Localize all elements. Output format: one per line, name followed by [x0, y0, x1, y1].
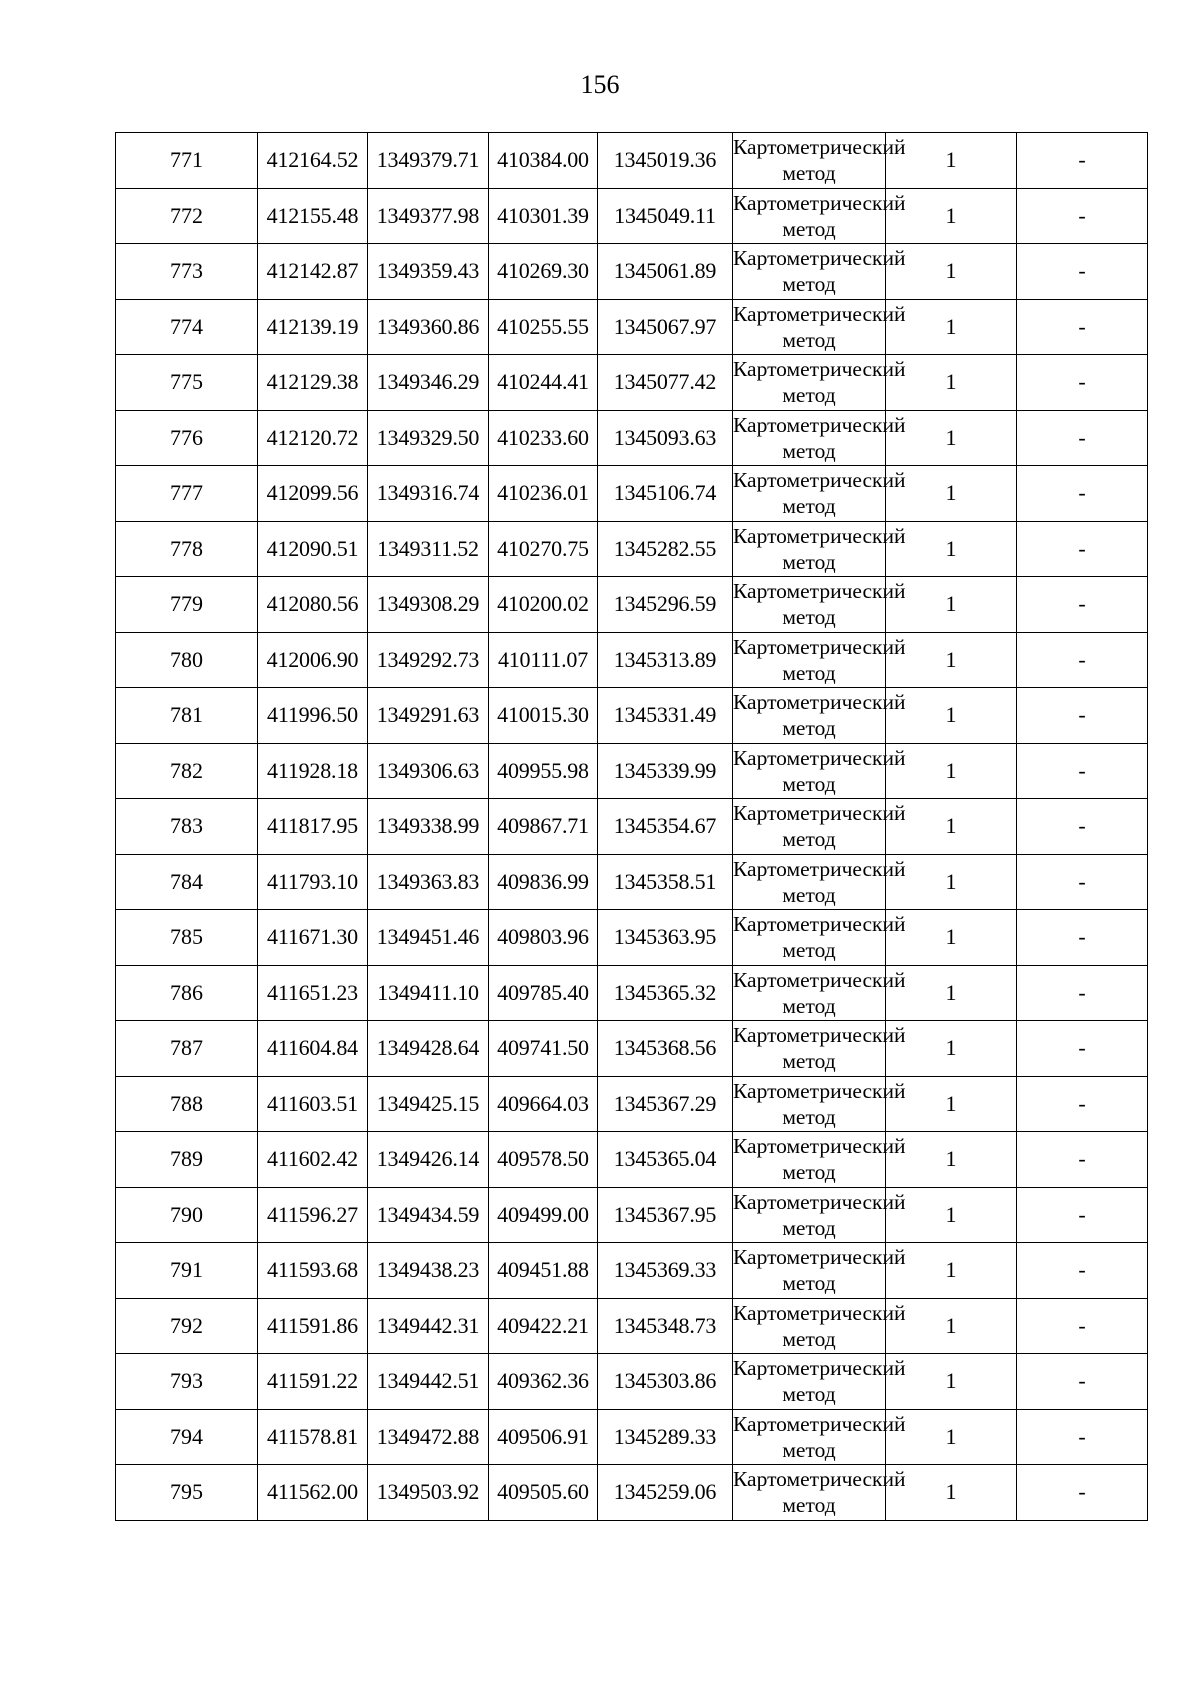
y-new-cell: 1345354.67	[598, 799, 733, 855]
accuracy-cell: 1	[886, 355, 1017, 411]
y-new-cell: 1345331.49	[598, 688, 733, 744]
x-old-cell: 412139.19	[258, 299, 368, 355]
y-new-cell: 1345106.74	[598, 466, 733, 522]
y-new-cell: 1345367.29	[598, 1076, 733, 1132]
point-number-cell: 782	[116, 743, 258, 799]
description-cell: -	[1017, 688, 1148, 744]
accuracy-cell: 1	[886, 188, 1017, 244]
point-number-cell: 778	[116, 521, 258, 577]
point-number-cell: 787	[116, 1021, 258, 1077]
x-new-cell: 409741.50	[489, 1021, 598, 1077]
method-cell: Картометрический метод	[733, 799, 886, 855]
point-number-cell: 792	[116, 1298, 258, 1354]
description-cell: -	[1017, 1132, 1148, 1188]
y-new-cell: 1345049.11	[598, 188, 733, 244]
point-number-cell: 793	[116, 1354, 258, 1410]
x-old-cell: 411651.23	[258, 965, 368, 1021]
x-old-cell: 411603.51	[258, 1076, 368, 1132]
accuracy-cell: 1	[886, 1465, 1017, 1521]
accuracy-cell: 1	[886, 1298, 1017, 1354]
x-old-cell: 411591.86	[258, 1298, 368, 1354]
description-cell: -	[1017, 1243, 1148, 1299]
y-old-cell: 1349438.23	[368, 1243, 489, 1299]
x-new-cell: 409836.99	[489, 854, 598, 910]
accuracy-cell: 1	[886, 466, 1017, 522]
y-old-cell: 1349292.73	[368, 632, 489, 688]
table-row	[116, 1243, 1148, 1299]
method-cell: Картометрический метод	[733, 1021, 886, 1077]
y-new-cell: 1345296.59	[598, 577, 733, 633]
y-new-cell: 1345259.06	[598, 1465, 733, 1521]
method-cell: Картометрический метод	[733, 854, 886, 910]
x-new-cell: 409803.96	[489, 910, 598, 966]
y-old-cell: 1349442.51	[368, 1354, 489, 1410]
method-cell: Картометрический метод	[733, 1298, 886, 1354]
accuracy-cell: 1	[886, 577, 1017, 633]
accuracy-cell: 1	[886, 965, 1017, 1021]
accuracy-cell: 1	[886, 1076, 1017, 1132]
y-old-cell: 1349329.50	[368, 410, 489, 466]
accuracy-cell: 1	[886, 1243, 1017, 1299]
x-old-cell: 411578.81	[258, 1409, 368, 1465]
method-cell: Картометрический метод	[733, 521, 886, 577]
point-number-cell: 781	[116, 688, 258, 744]
method-cell: Картометрический метод	[733, 1132, 886, 1188]
y-old-cell: 1349451.46	[368, 910, 489, 966]
point-number-cell: 784	[116, 854, 258, 910]
table-row	[116, 188, 1148, 244]
description-cell: -	[1017, 244, 1148, 300]
point-number-cell: 783	[116, 799, 258, 855]
x-old-cell: 412142.87	[258, 244, 368, 300]
description-cell: -	[1017, 854, 1148, 910]
description-cell: -	[1017, 910, 1148, 966]
description-cell: -	[1017, 466, 1148, 522]
y-old-cell: 1349434.59	[368, 1187, 489, 1243]
x-new-cell: 409664.03	[489, 1076, 598, 1132]
table-row	[116, 355, 1148, 411]
table-row	[116, 299, 1148, 355]
table-row	[116, 799, 1148, 855]
y-new-cell: 1345367.95	[598, 1187, 733, 1243]
x-new-cell: 410200.02	[489, 577, 598, 633]
x-new-cell: 409785.40	[489, 965, 598, 1021]
x-old-cell: 411996.50	[258, 688, 368, 744]
description-cell: -	[1017, 1187, 1148, 1243]
table-row	[116, 1465, 1148, 1521]
method-cell: Картометрический метод	[733, 1354, 886, 1410]
y-new-cell: 1345358.51	[598, 854, 733, 910]
x-old-cell: 411593.68	[258, 1243, 368, 1299]
x-old-cell: 412090.51	[258, 521, 368, 577]
x-old-cell: 411793.10	[258, 854, 368, 910]
y-new-cell: 1345067.97	[598, 299, 733, 355]
x-old-cell: 412099.56	[258, 466, 368, 522]
table-row	[116, 688, 1148, 744]
x-old-cell: 411602.42	[258, 1132, 368, 1188]
x-new-cell: 409499.00	[489, 1187, 598, 1243]
accuracy-cell: 1	[886, 854, 1017, 910]
accuracy-cell: 1	[886, 799, 1017, 855]
description-cell: -	[1017, 299, 1148, 355]
table-row	[116, 244, 1148, 300]
accuracy-cell: 1	[886, 410, 1017, 466]
point-number-cell: 779	[116, 577, 258, 633]
y-old-cell: 1349306.63	[368, 743, 489, 799]
x-old-cell: 411596.27	[258, 1187, 368, 1243]
table-row	[116, 577, 1148, 633]
y-new-cell: 1345369.33	[598, 1243, 733, 1299]
point-number-cell: 794	[116, 1409, 258, 1465]
point-number-cell: 795	[116, 1465, 258, 1521]
method-cell: Картометрический метод	[733, 965, 886, 1021]
method-cell: Картометрический метод	[733, 355, 886, 411]
y-new-cell: 1345282.55	[598, 521, 733, 577]
y-old-cell: 1349379.71	[368, 133, 489, 189]
method-cell: Картометрический метод	[733, 743, 886, 799]
y-new-cell: 1345363.95	[598, 910, 733, 966]
point-number-cell: 771	[116, 133, 258, 189]
y-old-cell: 1349425.15	[368, 1076, 489, 1132]
y-new-cell: 1345093.63	[598, 410, 733, 466]
method-cell: Картометрический метод	[733, 1187, 886, 1243]
method-cell: Картометрический метод	[733, 299, 886, 355]
description-cell: -	[1017, 133, 1148, 189]
accuracy-cell: 1	[886, 1409, 1017, 1465]
point-number-cell: 780	[116, 632, 258, 688]
description-cell: -	[1017, 1409, 1148, 1465]
table-row	[116, 1187, 1148, 1243]
table-row	[116, 410, 1148, 466]
y-old-cell: 1349346.29	[368, 355, 489, 411]
y-new-cell: 1345365.04	[598, 1132, 733, 1188]
description-cell: -	[1017, 632, 1148, 688]
description-cell: -	[1017, 799, 1148, 855]
y-new-cell: 1345303.86	[598, 1354, 733, 1410]
x-new-cell: 409506.91	[489, 1409, 598, 1465]
method-cell: Картометрический метод	[733, 410, 886, 466]
method-cell: Картометрический метод	[733, 133, 886, 189]
method-cell: Картометрический метод	[733, 1465, 886, 1521]
x-new-cell: 410384.00	[489, 133, 598, 189]
description-cell: -	[1017, 410, 1148, 466]
y-old-cell: 1349360.86	[368, 299, 489, 355]
method-cell: Картометрический метод	[733, 1409, 886, 1465]
description-cell: -	[1017, 743, 1148, 799]
x-new-cell: 409362.36	[489, 1354, 598, 1410]
point-number-cell: 774	[116, 299, 258, 355]
y-old-cell: 1349311.52	[368, 521, 489, 577]
method-cell: Картометрический метод	[733, 466, 886, 522]
accuracy-cell: 1	[886, 1132, 1017, 1188]
accuracy-cell: 1	[886, 521, 1017, 577]
accuracy-cell: 1	[886, 743, 1017, 799]
method-cell: Картометрический метод	[733, 910, 886, 966]
y-old-cell: 1349359.43	[368, 244, 489, 300]
method-cell: Картометрический метод	[733, 632, 886, 688]
table-row	[116, 1076, 1148, 1132]
description-cell: -	[1017, 965, 1148, 1021]
x-new-cell: 410236.01	[489, 466, 598, 522]
x-new-cell: 409505.60	[489, 1465, 598, 1521]
description-cell: -	[1017, 1298, 1148, 1354]
x-new-cell: 410244.41	[489, 355, 598, 411]
table-row	[116, 133, 1148, 189]
x-old-cell: 411671.30	[258, 910, 368, 966]
table-row	[116, 466, 1148, 522]
x-old-cell: 412120.72	[258, 410, 368, 466]
description-cell: -	[1017, 1076, 1148, 1132]
x-old-cell: 412155.48	[258, 188, 368, 244]
x-new-cell: 410301.39	[489, 188, 598, 244]
y-old-cell: 1349442.31	[368, 1298, 489, 1354]
y-old-cell: 1349377.98	[368, 188, 489, 244]
x-new-cell: 409578.50	[489, 1132, 598, 1188]
table-body	[116, 133, 1148, 1521]
y-old-cell: 1349316.74	[368, 466, 489, 522]
y-new-cell: 1345348.73	[598, 1298, 733, 1354]
coordinates-table	[115, 132, 1148, 1521]
x-new-cell: 410255.55	[489, 299, 598, 355]
x-new-cell: 410015.30	[489, 688, 598, 744]
x-new-cell: 410270.75	[489, 521, 598, 577]
y-new-cell: 1345019.36	[598, 133, 733, 189]
accuracy-cell: 1	[886, 1021, 1017, 1077]
point-number-cell: 789	[116, 1132, 258, 1188]
x-new-cell: 410111.07	[489, 632, 598, 688]
point-number-cell: 791	[116, 1243, 258, 1299]
y-new-cell: 1345289.33	[598, 1409, 733, 1465]
x-old-cell: 412080.56	[258, 577, 368, 633]
x-old-cell: 411928.18	[258, 743, 368, 799]
y-old-cell: 1349426.14	[368, 1132, 489, 1188]
accuracy-cell: 1	[886, 244, 1017, 300]
table-row	[116, 1021, 1148, 1077]
accuracy-cell: 1	[886, 133, 1017, 189]
page-number: 156	[580, 70, 620, 99]
description-cell: -	[1017, 577, 1148, 633]
point-number-cell: 776	[116, 410, 258, 466]
y-old-cell: 1349472.88	[368, 1409, 489, 1465]
table-row	[116, 632, 1148, 688]
x-new-cell: 410269.30	[489, 244, 598, 300]
y-old-cell: 1349503.92	[368, 1465, 489, 1521]
x-new-cell: 410233.60	[489, 410, 598, 466]
point-number-cell: 788	[116, 1076, 258, 1132]
y-old-cell: 1349338.99	[368, 799, 489, 855]
x-old-cell: 411591.22	[258, 1354, 368, 1410]
y-old-cell: 1349411.10	[368, 965, 489, 1021]
table-row	[116, 854, 1148, 910]
x-old-cell: 412006.90	[258, 632, 368, 688]
x-old-cell: 412164.52	[258, 133, 368, 189]
y-new-cell: 1345339.99	[598, 743, 733, 799]
description-cell: -	[1017, 355, 1148, 411]
description-cell: -	[1017, 1465, 1148, 1521]
method-cell: Картометрический метод	[733, 244, 886, 300]
point-number-cell: 785	[116, 910, 258, 966]
accuracy-cell: 1	[886, 299, 1017, 355]
description-cell: -	[1017, 521, 1148, 577]
method-cell: Картометрический метод	[733, 1076, 886, 1132]
table-row	[116, 1354, 1148, 1410]
table-row	[116, 743, 1148, 799]
description-cell: -	[1017, 1354, 1148, 1410]
x-old-cell: 412129.38	[258, 355, 368, 411]
accuracy-cell: 1	[886, 688, 1017, 744]
accuracy-cell: 1	[886, 1187, 1017, 1243]
y-new-cell: 1345313.89	[598, 632, 733, 688]
point-number-cell: 777	[116, 466, 258, 522]
accuracy-cell: 1	[886, 910, 1017, 966]
table-row	[116, 1132, 1148, 1188]
y-new-cell: 1345368.56	[598, 1021, 733, 1077]
accuracy-cell: 1	[886, 1354, 1017, 1410]
point-number-cell: 773	[116, 244, 258, 300]
point-number-cell: 775	[116, 355, 258, 411]
table-row	[116, 1409, 1148, 1465]
method-cell: Картометрический метод	[733, 1243, 886, 1299]
x-old-cell: 411562.00	[258, 1465, 368, 1521]
table-row	[116, 521, 1148, 577]
x-new-cell: 409955.98	[489, 743, 598, 799]
accuracy-cell: 1	[886, 632, 1017, 688]
y-old-cell: 1349363.83	[368, 854, 489, 910]
y-new-cell: 1345077.42	[598, 355, 733, 411]
table-row	[116, 965, 1148, 1021]
x-old-cell: 411817.95	[258, 799, 368, 855]
x-new-cell: 409451.88	[489, 1243, 598, 1299]
y-old-cell: 1349291.63	[368, 688, 489, 744]
point-number-cell: 790	[116, 1187, 258, 1243]
x-new-cell: 409867.71	[489, 799, 598, 855]
description-cell: -	[1017, 188, 1148, 244]
description-cell: -	[1017, 1021, 1148, 1077]
y-new-cell: 1345061.89	[598, 244, 733, 300]
x-new-cell: 409422.21	[489, 1298, 598, 1354]
method-cell: Картометрический метод	[733, 188, 886, 244]
y-old-cell: 1349428.64	[368, 1021, 489, 1077]
method-cell: Картометрический метод	[733, 577, 886, 633]
table-row	[116, 910, 1148, 966]
y-old-cell: 1349308.29	[368, 577, 489, 633]
method-cell: Картометрический метод	[733, 688, 886, 744]
point-number-cell: 786	[116, 965, 258, 1021]
point-number-cell: 772	[116, 188, 258, 244]
y-new-cell: 1345365.32	[598, 965, 733, 1021]
x-old-cell: 411604.84	[258, 1021, 368, 1077]
table-row	[116, 1298, 1148, 1354]
